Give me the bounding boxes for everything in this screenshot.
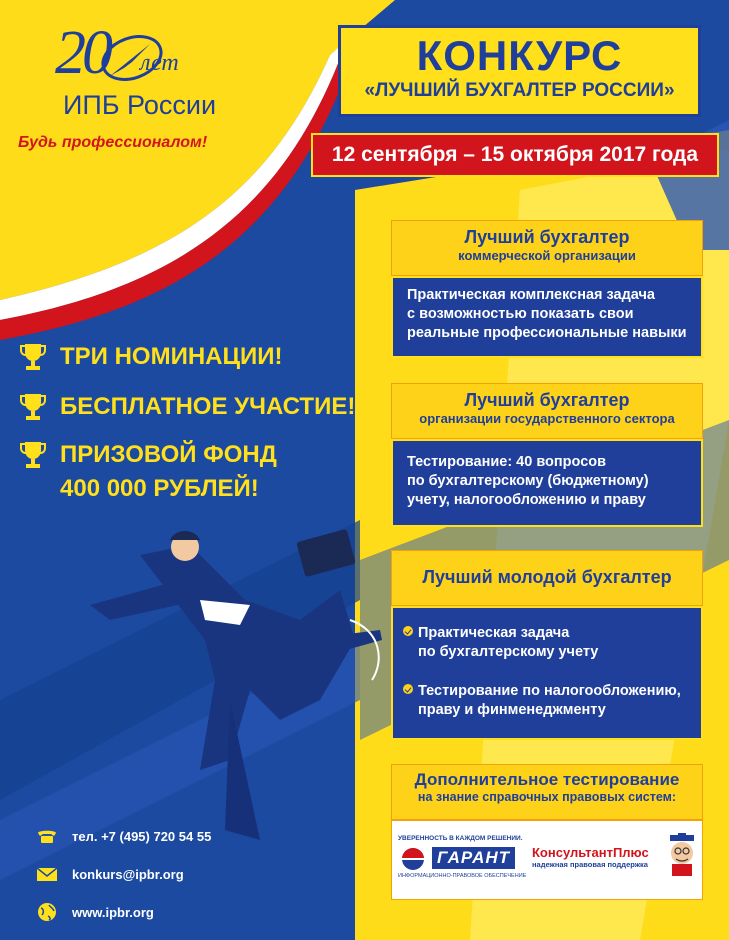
nomination-header: [391, 383, 703, 439]
nomination-line: Практическая комплексная задача: [407, 287, 655, 303]
partner-logos: [391, 820, 703, 900]
logo-org-name: ИПБ России: [63, 90, 217, 120]
consultant-mascot-icon: [666, 833, 698, 877]
extra-testing-header: [391, 764, 703, 820]
nomination-line: праву и финменеджменту: [418, 702, 606, 718]
nomination-header: [391, 220, 703, 276]
garant-emblem-icon: [398, 845, 428, 871]
contest-subtitle: «ЛУЧШИЙ БУХГАЛТЕР РОССИИ»: [364, 80, 675, 102]
feature-item: [20, 438, 277, 506]
extra-testing-title: Дополнительное тестирование: [414, 770, 680, 789]
nomination-body: [391, 276, 703, 358]
nomination-subtitle: организации государственного сектора: [419, 411, 675, 426]
feature-item: [20, 340, 283, 374]
contest-title-box: [338, 25, 701, 117]
phone-icon: [36, 828, 58, 844]
slogan: Будь профессионалом!: [18, 134, 208, 151]
nomination-line: по бухгалтерскому (бюджетному): [407, 473, 649, 489]
check-icon: [403, 626, 413, 636]
nomination-bullet: Практическая задача: [403, 624, 701, 643]
nomination-header: [391, 550, 703, 606]
logo-years: лет: [140, 50, 179, 76]
contact-email[interactable]: konkurs@ipbr.org: [36, 866, 184, 882]
garant-logo: УВЕРЕННОСТЬ В КАЖДОМ РЕШЕНИИ. ГАРАНТ ИНФОРМАЦИОННО-ПРАВОВОЕ ОБЕСПЕЧЕНИЕ: [398, 835, 527, 879]
consultant-logo: КонсультантПлюс надежная правовая поддержка: [532, 845, 649, 869]
nomination-line: Тестирование: 40 вопросов: [407, 454, 607, 470]
nomination-title: Лучший бухгалтер: [464, 390, 630, 410]
nomination-body: [391, 606, 703, 740]
logo-plane-icon: [92, 32, 172, 87]
nomination-line: учету, налогообложению и праву: [407, 492, 646, 508]
nomination-bullet: Тестирование по налогообложению,: [403, 682, 701, 701]
nomination-line: по бухгалтерскому учету: [418, 644, 599, 660]
feature-text: ТРИ НОМИНАЦИИ!: [60, 343, 283, 370]
globe-icon: [36, 902, 58, 922]
nomination-subtitle: коммерческой организации: [458, 248, 636, 263]
contact-website[interactable]: www.ipbr.org: [36, 902, 154, 922]
nomination-line: с возможностью показать свои: [407, 306, 634, 322]
trophy-icon: [20, 440, 46, 470]
contest-title: КОНКУРС: [416, 32, 623, 79]
contact-phone[interactable]: тел. +7 (495) 720 54 55: [36, 828, 211, 844]
trophy-icon: [20, 342, 46, 372]
feature-text: ПРИЗОВОЙ ФОНД: [60, 441, 277, 468]
logo-number: 20: [55, 19, 109, 87]
nomination-body: [391, 439, 703, 527]
nomination-title: Лучший бухгалтер: [464, 227, 630, 247]
feature-text: БЕСПЛАТНОЕ УЧАСТИЕ!: [60, 393, 356, 420]
envelope-icon: [36, 866, 58, 882]
check-icon: [403, 684, 413, 694]
feature-item: [20, 390, 355, 424]
contest-dates: 12 сентября – 15 октября 2017 года: [311, 133, 719, 177]
trophy-icon: [20, 392, 46, 422]
nomination-line: реальные профессиональные навыки: [407, 325, 687, 341]
feature-text: 400 000 РУБЛЕЙ!: [60, 475, 259, 502]
extra-testing-subtitle: на знание справочных правовых систем:: [417, 790, 677, 804]
nomination-title: Лучший молодой бухгалтер: [422, 567, 672, 587]
